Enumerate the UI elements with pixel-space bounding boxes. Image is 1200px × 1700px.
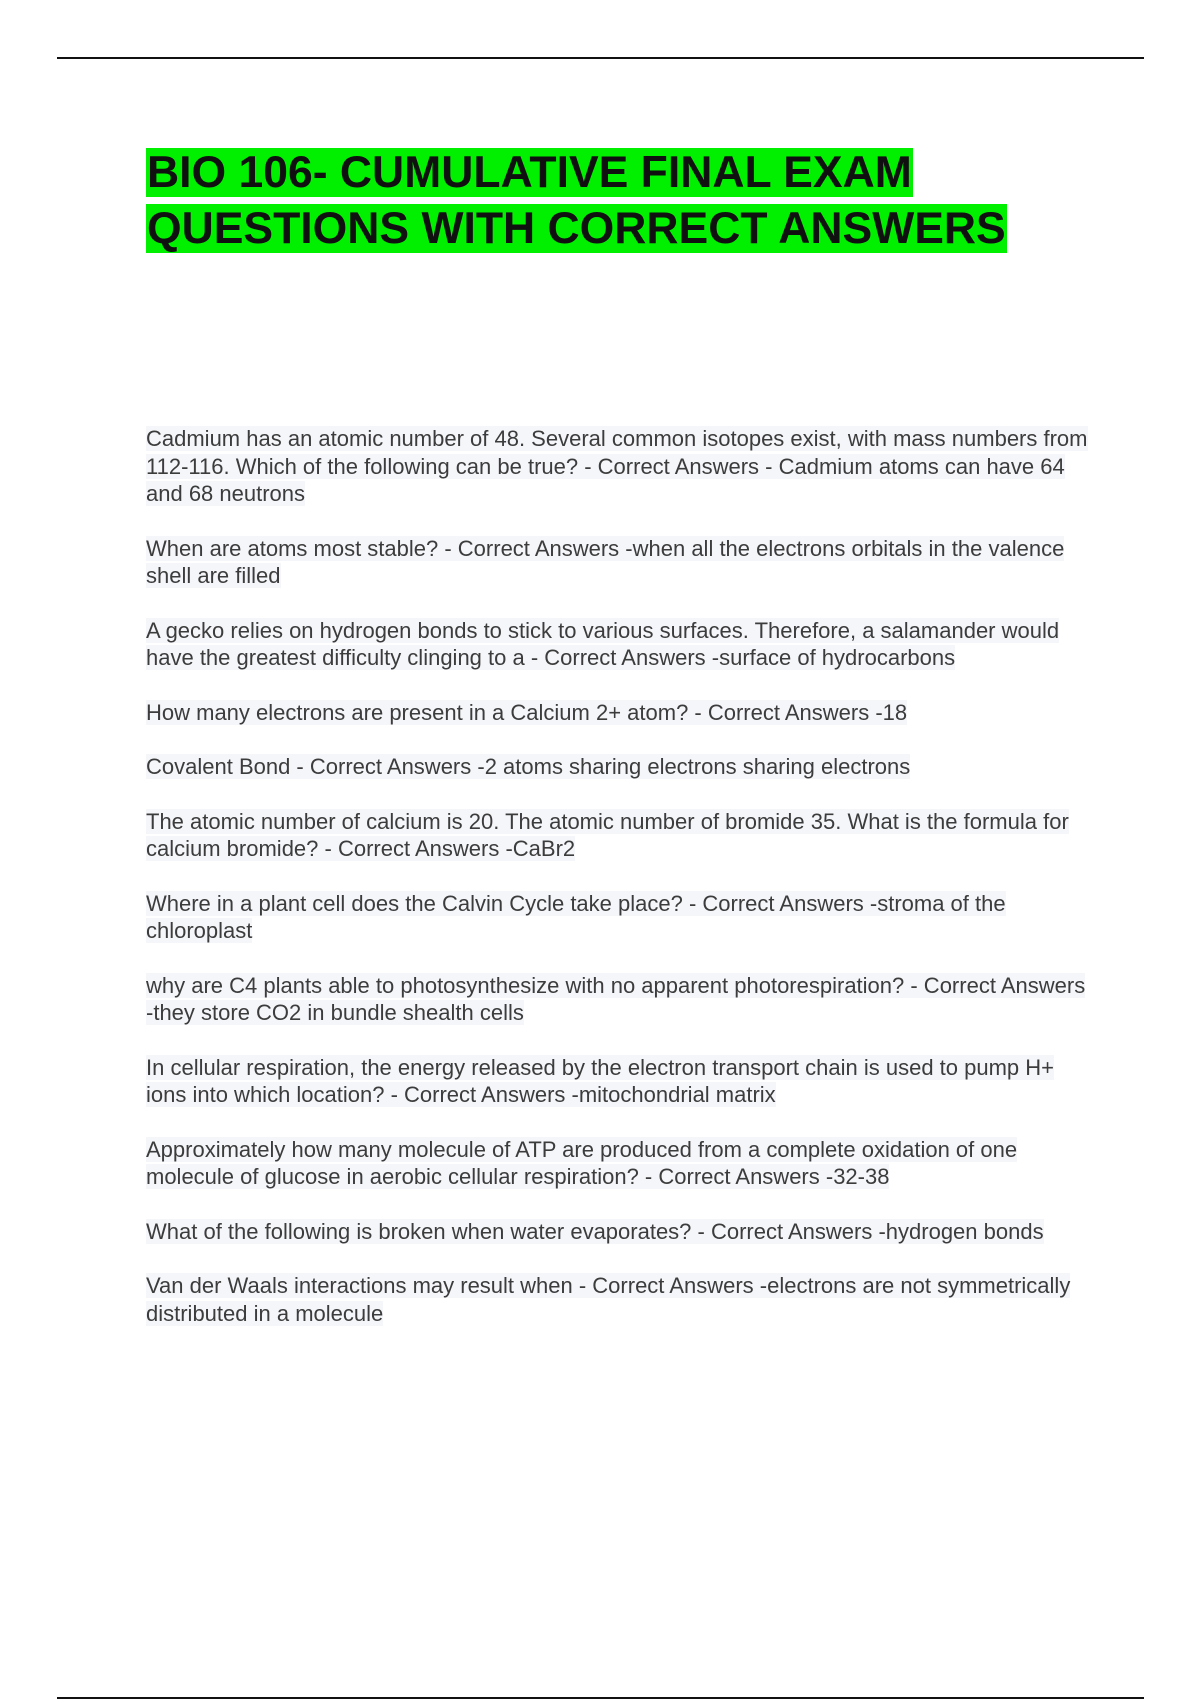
header-rule xyxy=(57,57,1144,59)
qa-text: The atomic number of calcium is 20. The atomic number of bromide 35. What is the formula for calcium bromide? - Correct Answers -CaBr2 xyxy=(146,808,1069,861)
qa-text: Van der Waals interactions may result when - Correct Answers -electrons are not symmetrically distributed in a molecule xyxy=(146,1273,1071,1326)
list-item xyxy=(146,425,1091,508)
list-item xyxy=(146,699,1091,727)
title-line-1: BIO 106- CUMULATIVE FINAL EXAM xyxy=(147,148,912,197)
title-highlight xyxy=(146,148,1007,253)
list-item xyxy=(146,535,1091,590)
qa-text: In cellular respiration, the energy released by the electron transport chain is used to pump H+ ions into which location? - Correct Answers -mitochondrial matrix xyxy=(146,1054,1055,1107)
qa-text: Approximately how many molecule of ATP are produced from a complete oxidation of one molecule of glucose in aerobic cellular respiration? - Correct Answers -32-38 xyxy=(146,1136,1018,1189)
qa-text: How many electrons are present in a Calcium 2+ atom? - Correct Answers -18 xyxy=(146,699,908,725)
document-title xyxy=(146,145,1106,257)
qa-text: What of the following is broken when water evaporates? - Correct Answers -hydrogen bonds xyxy=(146,1218,1044,1244)
list-item xyxy=(146,890,1091,945)
list-item xyxy=(146,1272,1091,1327)
qa-text: When are atoms most stable? - Correct Answers -when all the electrons orbitals in the valence shell are filled xyxy=(146,535,1065,588)
qa-text: A gecko relies on hydrogen bonds to stick to various surfaces. Therefore, a salamander would have the greatest difficulty clinging to a - Correct Answers -surface of hydrocarbons xyxy=(146,617,1060,670)
qa-text: Cadmium has an atomic number of 48. Several common isotopes exist, with mass numbers from 112-116. Which of the following can be true? - Correct Answers - Cadmium atoms can have 64 and 68 neutrons xyxy=(146,426,1088,506)
list-item xyxy=(146,1136,1091,1191)
qa-text: why are C4 plants able to photosynthesize with no apparent photorespiration? - Correct Answers -they store CO2 in bundle shealth cells xyxy=(146,972,1086,1025)
qa-text: Where in a plant cell does the Calvin Cycle take place? - Correct Answers -stroma of the chloroplast xyxy=(146,890,1006,943)
list-item xyxy=(146,808,1091,863)
footer-rule xyxy=(57,1697,1144,1699)
list-item xyxy=(146,753,1091,781)
title-line-2: QUESTIONS WITH CORRECT ANSWERS xyxy=(147,204,1006,253)
list-item xyxy=(146,1054,1091,1109)
list-item xyxy=(146,972,1091,1027)
qa-text: Covalent Bond - Correct Answers -2 atoms sharing electrons sharing electrons xyxy=(146,754,911,779)
question-answer-list xyxy=(146,425,1091,1354)
list-item xyxy=(146,1218,1091,1246)
list-item xyxy=(146,617,1091,672)
